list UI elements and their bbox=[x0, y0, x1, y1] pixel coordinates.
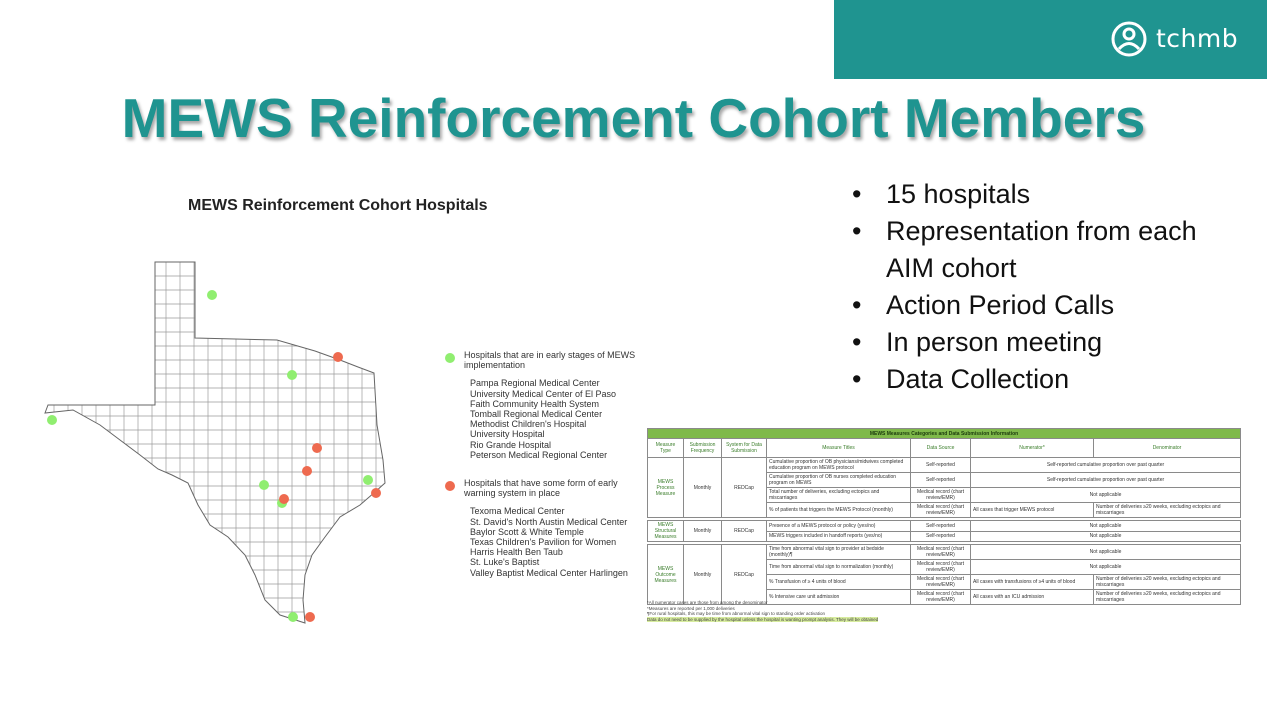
measure-type: MEWS Structural Measures bbox=[648, 521, 684, 542]
numerator-denominator: Not applicable bbox=[971, 521, 1241, 532]
map-title: MEWS Reinforcement Cohort Hospitals bbox=[188, 197, 488, 214]
numerator: All cases that trigger MEWS protocol bbox=[971, 503, 1094, 518]
tchmb-logo-icon bbox=[1110, 20, 1148, 58]
highlighted-footnote: Data do not need to be supplied by the hospital unless the hospital is wanting prompt analysis. They will be obtained bbox=[647, 616, 879, 622]
table-header: System for Data Submission bbox=[722, 439, 767, 458]
data-source: Self-reported bbox=[911, 521, 971, 532]
data-source: Medical record (chart review/EMR) bbox=[911, 545, 971, 560]
legend-label-ews: Hospitals that have some form of early warning system in place bbox=[464, 478, 618, 499]
legend-label-early: Hospitals that are in early stages of MEWS implementation bbox=[464, 350, 636, 371]
hospital-marker-early bbox=[207, 290, 217, 300]
numerator-denominator: Self-reported cumulative proportion over past quarter bbox=[971, 458, 1241, 473]
hospital-marker-ews bbox=[302, 466, 312, 476]
footnote: ¶For rural hospitals, this may be time from abnormal vital sign to standing order activation bbox=[647, 611, 825, 616]
data-source: Medical record (chart review/EMR) bbox=[911, 590, 971, 605]
table-row bbox=[648, 458, 1241, 473]
measure-title: Total number of deliveries, excluding ectopics and miscarriages bbox=[767, 488, 911, 503]
bullet-item: • In person meeting bbox=[852, 324, 1236, 361]
hospital-marker-ews bbox=[371, 488, 381, 498]
table-header: Data Source bbox=[911, 439, 971, 458]
hospital-name: Tomball Regional Medical Center bbox=[470, 409, 603, 420]
hospital-name: Methodist Children's Hospital bbox=[470, 419, 587, 430]
table-row bbox=[648, 521, 1241, 532]
hospital-name: Baylor Scott & White Temple bbox=[470, 526, 584, 537]
table-row bbox=[648, 545, 1241, 560]
denominator: Number of deliveries ≥20 weeks, excluding ectopics and miscarriages bbox=[1094, 575, 1241, 590]
mews-measures-table bbox=[647, 428, 1241, 605]
bullet-item: • Action Period Calls bbox=[852, 287, 1236, 324]
legend-entry-early bbox=[444, 350, 644, 370]
slide-title: MEWS Reinforcement Cohort Members bbox=[121, 87, 1146, 149]
hospital-name: University Medical Center of El Paso bbox=[470, 388, 617, 399]
numerator: All cases with transfusions of ≥4 units of blood bbox=[971, 575, 1094, 590]
data-source: Medical record (chart review/EMR) bbox=[911, 560, 971, 575]
hospital-name: Texas Children's Pavilion for Women bbox=[470, 537, 617, 548]
hospital-marker-ews bbox=[333, 352, 343, 362]
map-legend bbox=[444, 350, 644, 596]
measure-title: Cumulative proportion of OB nurses completed education program on MEWS bbox=[767, 473, 911, 488]
hospital-marker-early bbox=[47, 415, 57, 425]
brand-name: tchmb bbox=[1156, 24, 1239, 53]
hospital-name: Faith Community Health System bbox=[470, 398, 600, 409]
legend-dot-ews-icon bbox=[445, 481, 455, 491]
measure-title: Presence of a MEWS protocol or policy (yes/no) bbox=[767, 521, 911, 532]
measure-title: % of patients that triggers the MEWS Protocol (monthly) bbox=[767, 503, 911, 518]
hospital-name: St. David's North Austin Medical Center bbox=[470, 516, 628, 527]
hospital-marker-ews bbox=[279, 494, 289, 504]
table-header: Submission Frequency bbox=[684, 439, 722, 458]
bullet-item: • Data Collection bbox=[852, 361, 1236, 398]
data-source: Medical record (chart review/EMR) bbox=[911, 488, 971, 503]
numerator-denominator: Not applicable bbox=[971, 560, 1241, 575]
hospital-marker-early bbox=[288, 612, 298, 622]
hospital-name: Peterson Medical Regional Center bbox=[470, 449, 608, 460]
table-header: Denominator bbox=[1094, 439, 1241, 458]
legend-entry-ews bbox=[444, 478, 644, 498]
table-header: Measure Titles bbox=[767, 439, 911, 458]
hospital-name: Pampa Regional Medical Center bbox=[470, 378, 600, 389]
numerator-denominator: Self-reported cumulative proportion over past quarter bbox=[971, 473, 1241, 488]
denominator: Number of deliveries ≥20 weeks, excluding ectopics and miscarriages bbox=[1094, 503, 1241, 518]
hospital-name: Rio Grande Hospital bbox=[470, 439, 552, 450]
submission-frequency: Monthly bbox=[684, 521, 722, 542]
hospital-marker-ews bbox=[305, 612, 315, 622]
table-header: Measure Type bbox=[648, 439, 684, 458]
submission-system: REDCap bbox=[722, 545, 767, 605]
measure-title: % Transfusion of ≥ 4 units of blood bbox=[767, 575, 911, 590]
data-source: Self-reported bbox=[911, 458, 971, 473]
bullet-item: • 15 hospitals bbox=[852, 176, 1236, 213]
hospital-markers bbox=[47, 290, 381, 622]
measure-title: Time from abnormal vital sign to provider at bedside (monthly)¶ bbox=[767, 545, 911, 560]
data-source: Medical record (chart review/EMR) bbox=[911, 503, 971, 518]
bullet-item: • Representation from each AIM cohort bbox=[852, 213, 1236, 287]
measure-title: MEWS triggers included in handoff reports (yes/no) bbox=[767, 531, 911, 542]
hospital-name: Valley Baptist Medical Center Harlingen bbox=[470, 567, 628, 578]
measure-title: Time from abnormal vital sign to normalization (monthly) bbox=[767, 560, 911, 575]
submission-system: REDCap bbox=[722, 521, 767, 542]
measure-title: Cumulative proportion of OB physicians/midwives completed education program on MEWS protocol bbox=[767, 458, 911, 473]
hospital-marker-ews bbox=[312, 443, 322, 453]
numerator-denominator: Not applicable bbox=[971, 531, 1241, 542]
numerator-denominator: Not applicable bbox=[971, 488, 1241, 503]
hospital-name: Texoma Medical Center bbox=[470, 506, 565, 517]
hospital-name: University Hospital bbox=[470, 429, 545, 440]
numerator: All cases with an ICU admission bbox=[971, 590, 1094, 605]
denominator: Number of deliveries ≥20 weeks, excluding ectopics and miscarriages bbox=[1094, 590, 1241, 605]
table-header: Numerator* bbox=[971, 439, 1094, 458]
data-source: Self-reported bbox=[911, 473, 971, 488]
numerator-denominator: Not applicable bbox=[971, 545, 1241, 560]
legend-list-ews bbox=[470, 506, 644, 577]
hospital-marker-early bbox=[287, 370, 297, 380]
measure-type: MEWS Outcome Measures bbox=[648, 545, 684, 605]
legend-list-early bbox=[470, 378, 644, 460]
submission-system: REDCap bbox=[722, 458, 767, 518]
submission-frequency: Monthly bbox=[684, 458, 722, 518]
hospital-name: Harris Health Ben Taub bbox=[470, 547, 563, 558]
hospital-name: St. Luke's Baptist bbox=[470, 557, 540, 568]
measure-title: % Intensive care unit admission bbox=[767, 590, 911, 605]
legend-dot-early-icon bbox=[445, 353, 455, 363]
table-caption: MEWS Measures Categories and Data Submission Information bbox=[648, 429, 1241, 439]
bullet-list bbox=[852, 176, 1236, 398]
table-footnotes bbox=[647, 600, 878, 622]
hospital-marker-early bbox=[259, 480, 269, 490]
footnote: *Measures are reported per 1,000 deliveries bbox=[647, 605, 735, 611]
measure-type: MEWS Process Measure bbox=[648, 458, 684, 518]
hospital-marker-early bbox=[363, 475, 373, 485]
submission-frequency: Monthly bbox=[684, 545, 722, 605]
texas-county-map bbox=[40, 255, 440, 635]
data-source: Medical record (chart review/EMR) bbox=[911, 575, 971, 590]
data-source: Self-reported bbox=[911, 531, 971, 542]
footnote: *All numerator cases are those from among the denominator bbox=[647, 600, 768, 605]
